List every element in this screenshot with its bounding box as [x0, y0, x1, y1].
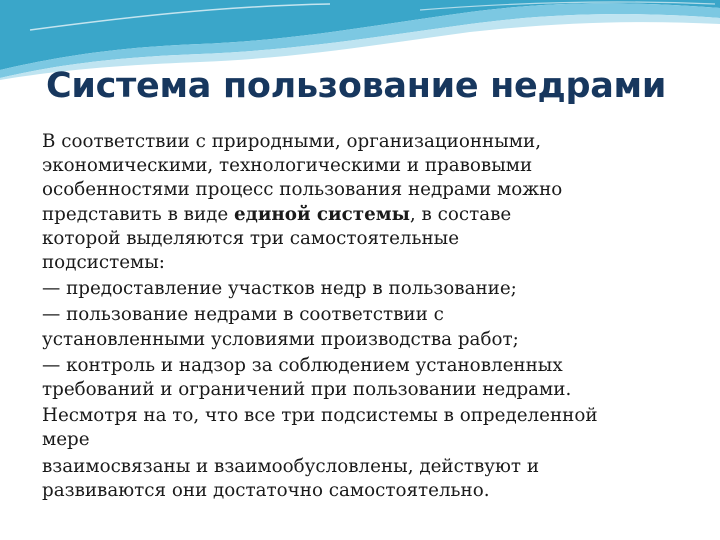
text-segment: — предоставление участков недр в пользование;	[42, 278, 517, 300]
text-line	[42, 154, 714, 178]
text-segment: Несмотря на то, что все три подсистемы в определенной	[42, 405, 598, 427]
paragraph	[42, 130, 714, 275]
paragraph	[42, 455, 714, 503]
paragraph	[42, 303, 714, 351]
text-line	[42, 251, 714, 275]
text-line	[42, 428, 714, 452]
text-line	[42, 303, 714, 327]
text-line	[42, 354, 714, 378]
slide-title: Система пользование недрами	[46, 66, 667, 106]
text-line	[42, 378, 714, 402]
paragraph	[42, 277, 714, 301]
paragraph	[42, 354, 714, 402]
text-segment: особенностями процесс пользования недрами можно	[42, 179, 563, 201]
text-segment: экономическими, технологическими и правовыми	[42, 155, 533, 177]
text-line	[42, 479, 714, 503]
text-segment: — контроль и надзор за соблюдением установленных	[42, 354, 563, 376]
text-line	[42, 328, 714, 352]
text-line	[42, 130, 714, 154]
text-line	[42, 227, 714, 251]
text-segment: — пользование недрами в соответствии с	[42, 304, 444, 326]
text-segment: представить в виде	[42, 203, 235, 225]
text-segment: установленными условиями производства работ;	[42, 328, 519, 350]
text-line	[42, 178, 714, 202]
text-line	[42, 455, 714, 479]
text-segment: В соответствии с природными, организационными,	[42, 131, 542, 152]
text-segment: взаимосвязаны и взаимообусловлены, действуют и	[42, 455, 540, 477]
text-segment: которой выделяются три самостоятельные	[42, 227, 460, 249]
text-segment: подсистемы:	[42, 252, 165, 274]
text-segment: развиваются они достаточно самостоятельно.	[42, 479, 490, 501]
paragraph	[42, 404, 714, 452]
emphasis-text: единой системы	[234, 203, 410, 225]
text-line	[42, 404, 714, 428]
text-line	[42, 277, 714, 301]
text-line	[42, 203, 714, 227]
text-segment: мере	[42, 429, 90, 451]
slide-body-text	[42, 130, 714, 505]
text-segment: требований и ограничений при пользовании недрами.	[42, 379, 572, 401]
text-segment: , в составе	[409, 203, 512, 225]
